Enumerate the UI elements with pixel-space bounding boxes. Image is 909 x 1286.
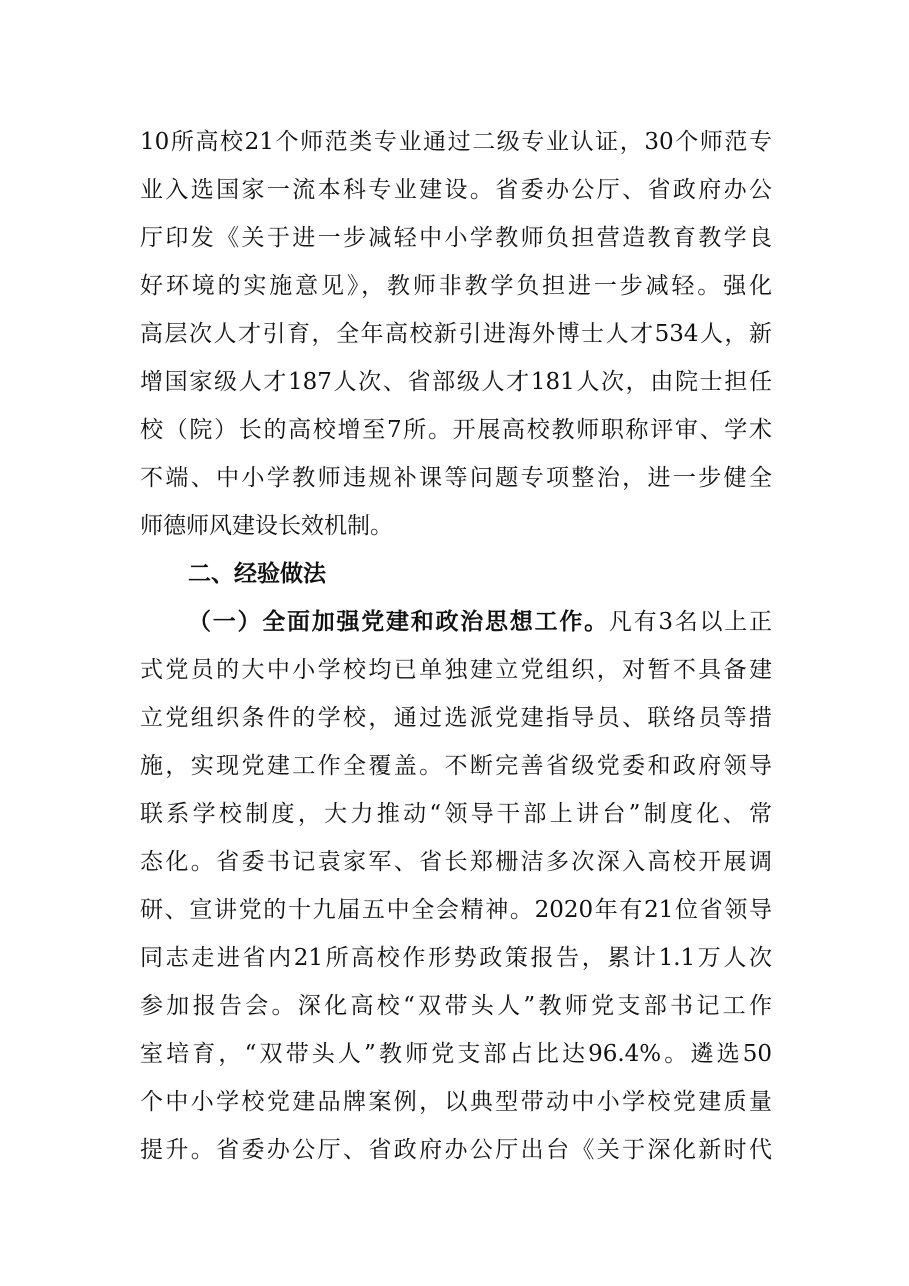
paragraph-2-line-2: 式党员的大中小学校均已单独建立党组织，对暂不具备建 (140, 657, 772, 683)
paragraph-2-line-10: 室培育，“双带头人”教师党支部占比达96.4%。遴选50 (140, 1041, 772, 1067)
paragraph-1-line-8: 不端、中小学教师违规补课等问题专项整治，进一步健全 (140, 465, 772, 491)
paragraph-1-line-5: 高层次人才引育，全年高校新引进海外博士人才534人，新 (140, 321, 772, 347)
paragraph-2-line-12: 提升。省委办公厅、省政府办公厅出台《关于深化新时代 (140, 1137, 772, 1163)
paragraph-1-line-3: 厅印发《关于进一步减轻中小学教师负担营造教育教学良 (140, 225, 772, 251)
paragraph-2-line-9: 参加报告会。深化高校“双带头人”教师党支部书记工作 (140, 993, 772, 1019)
paragraph-2-lead-text: 凡有3名以上正 (608, 609, 773, 635)
paragraph-2-lead-heading: （一）全面加强党建和政治思想工作。 (188, 609, 609, 635)
paragraph-2-line-1 (188, 607, 772, 637)
paragraph-1-line-4: 好环境的实施意见》，教师非教学负担进一步减轻。强化 (140, 273, 772, 299)
paragraph-1-line-2: 业入选国家一流本科专业建设。省委办公厅、省政府办公 (140, 177, 772, 203)
paragraph-1-line-7: 校（院）长的高校增至7所。开展高校教师职称评审、学术 (140, 417, 772, 443)
paragraph-2-line-7: 研、宣讲党的十九届五中全会精神。2020年有21位省领导 (140, 897, 772, 923)
paragraph-2-line-3: 立党组织条件的学校，通过选派党建指导员、联络员等措 (140, 705, 772, 731)
paragraph-2-line-11: 个中小学校党建品牌案例，以典型带动中小学校党建质量 (140, 1089, 772, 1115)
paragraph-2-line-6: 态化。省委书记袁家军、省长郑栅洁多次深入高校开展调 (140, 849, 772, 875)
paragraph-1-line-6: 增国家级人才187人次、省部级人才181人次，由院士担任 (140, 369, 772, 395)
paragraph-1-line-1: 10所高校21个师范类专业通过二级专业认证，30个师范专 (140, 129, 772, 155)
paragraph-1-line-9: 师德师风建设长效机制。 (140, 513, 393, 539)
paragraph-2-line-4: 施，实现党建工作全覆盖。不断完善省级党委和政府领导 (140, 753, 772, 779)
paragraph-2-line-5: 联系学校制度，大力推动“领导干部上讲台”制度化、常 (140, 801, 772, 827)
section-heading: 二、经验做法 (188, 561, 326, 587)
paragraph-2-line-8: 同志走进省内21所高校作形势政策报告，累计1.1万人次 (140, 945, 772, 971)
